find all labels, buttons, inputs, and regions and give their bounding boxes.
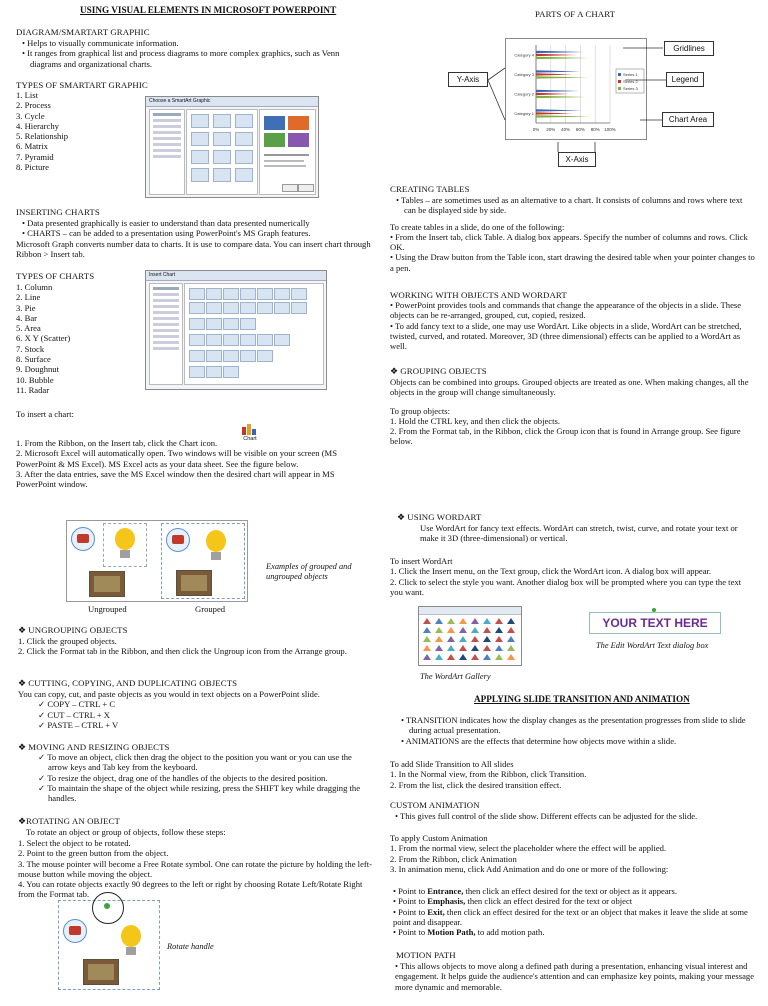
- insert-wordart-step: 2. Click to select the style you want. Another dialog box will be prompted where you can type the text you want.: [390, 576, 742, 597]
- working-item: • To add fancy text to a slide, one may use WordArt. Like objects in a slide, WordArt can be stretched, twisted, curved, and rotated. Moreover, 3D (three dimensional) effects can be applied to a WordArt as well.: [390, 320, 742, 352]
- smartart-heading: DIAGRAM/SMARTART GRAPHIC: [16, 27, 150, 37]
- wordart-style-swatch[interactable]: [471, 636, 479, 642]
- insert-step: 2. Microsoft Excel will automatically open. Two windows will be visible on your screen (MS PowerPoint & MS Excel). MS Excel acts as your data sheet. See the figure below.: [16, 448, 337, 469]
- x-tick-label: 100%: [604, 127, 616, 132]
- list-item: 5. Area: [16, 323, 41, 334]
- x-axis-callout: X-Axis: [558, 152, 596, 167]
- bulb-image: [111, 921, 151, 961]
- list-item: 4. Bar: [16, 312, 38, 323]
- bulb-image: [196, 526, 236, 566]
- point-prefix: • Point to: [393, 927, 428, 938]
- category-label: Category 4: [514, 52, 534, 58]
- wordart-style-swatch[interactable]: [507, 654, 515, 660]
- rotating-step: 3. The mouse pointer will become a Free Rotate symbol. One can rotate the picture by holding the left-mouse button while moving the object.: [18, 858, 372, 879]
- tables-bullet: • Tables – are sometimes used as an alternative to a chart. It consists of columns and rows where text can be displayed side by side.: [396, 195, 743, 216]
- x-tick-label: 0%: [532, 127, 540, 132]
- group-step: 2. From the Format tab, in the Ribbon, click the Group icon that is found in Arrange group. See figure below.: [390, 426, 741, 447]
- transition-item: • TRANSITION indicates how the display changes as the presentation progresses from slide to slide during actual presentation.: [401, 715, 746, 736]
- rotating-step: 1. Select the object to be rotated.: [18, 838, 131, 848]
- moving-items: [18, 752, 374, 803]
- list-item: 11. Radar: [16, 384, 50, 395]
- wordart-style-swatch[interactable]: [507, 618, 515, 624]
- smartart-bullets: [16, 38, 372, 69]
- legend-callout: Legend: [666, 72, 704, 87]
- list-item: 3. Cycle: [16, 110, 45, 121]
- smartart-bullet-1: • Helps to visually communicate information.: [22, 38, 179, 48]
- grouped-label: Grouped: [195, 604, 226, 614]
- point-prefix: • Point to: [393, 886, 428, 896]
- wordart-style-swatch[interactable]: [459, 654, 467, 660]
- wordart-text: Use WordArt for fancy text effects. WordArt can stretch, twist, curve, and rotate your text or make it 3D (three-dimensional) or vertical.: [420, 523, 738, 544]
- x-tick-label: 80%: [590, 127, 600, 132]
- list-item: 1. List: [16, 90, 38, 100]
- list-item: 3. Pie: [16, 302, 36, 313]
- chart-area-callout: Chart Area: [662, 112, 714, 127]
- seal-image: [71, 527, 95, 551]
- types-charts-list: [16, 282, 126, 395]
- money-image: [83, 959, 119, 985]
- ungrouped-label: Ungrouped: [88, 604, 127, 614]
- transition-items: [395, 715, 756, 746]
- category-label: Category 1: [514, 110, 534, 116]
- ungrouping-step: 2. Click the Format tab in the Ribbon, and then click the Ungroup icon from the Arrange group.: [18, 646, 347, 657]
- insert-chart-dialog-screenshot: [145, 270, 327, 390]
- types-smartart-heading: TYPES OF SMARTART GRAPHIC: [16, 80, 148, 90]
- wordart-style-swatch[interactable]: [423, 618, 431, 624]
- list-item: 1. Column: [16, 282, 53, 292]
- point-prefix: • Point to: [393, 896, 428, 907]
- wordart-style-swatch[interactable]: [471, 627, 479, 633]
- list-item: 10. Bubble: [16, 374, 54, 385]
- wordart-style-swatch[interactable]: [471, 618, 479, 624]
- wordart-style-swatch[interactable]: [435, 636, 443, 642]
- inserting-heading: INSERTING CHARTS: [16, 207, 100, 217]
- point-items: [393, 886, 756, 937]
- transition-item: • ANIMATIONS are the effects that determine how objects move within a slide.: [401, 735, 677, 746]
- wordart-style-swatch[interactable]: [447, 645, 455, 651]
- wordart-style-swatch[interactable]: [423, 645, 431, 651]
- tables-item: • From the Insert tab, click Table. A dialog box appears. Specify the number of columns and rows. Click OK.: [390, 231, 748, 253]
- cutting-text: You can copy, cut, and paste objects as you would in text objects on a PowerPoint slide.: [18, 689, 320, 699]
- custom-heading: CUSTOM ANIMATION: [390, 800, 480, 810]
- group-step: 1. Hold the CTRL key, and then click the objects.: [390, 415, 561, 426]
- insert-steps: [16, 438, 374, 489]
- list-item: 9. Doughnut: [16, 364, 59, 375]
- wordart-style-swatch[interactable]: [507, 636, 515, 642]
- tables-item: • Using the Draw button from the Table icon, start drawing the desired table when your pointer changes to a pen.: [390, 252, 755, 273]
- rotate-handle[interactable]: [652, 608, 656, 612]
- list-item: 7. Pyramid: [16, 151, 54, 162]
- moving-item: ✓ To resize the object, drag one of the handles of the objects to the desired position.: [38, 772, 328, 783]
- wordart-style-swatch[interactable]: [483, 636, 491, 642]
- gridlines-callout: Gridlines: [664, 41, 714, 56]
- list-item: 4. Hierarchy: [16, 120, 59, 131]
- tables-body: [390, 195, 756, 273]
- wordart-style-swatch[interactable]: [423, 636, 431, 642]
- insert-step: 1. From the Ribbon, on the Insert tab, click the Chart icon.: [16, 438, 218, 448]
- wordart-edit-box[interactable]: [589, 612, 721, 634]
- category-label: Category 2: [514, 91, 534, 97]
- cutting-heading: ❖ CUTTING, COPYING, AND DUPLICATING OBJECTS: [18, 678, 238, 688]
- wordart-style-swatch[interactable]: [483, 654, 491, 660]
- point-keyword: Motion Path,: [427, 927, 476, 938]
- rotating-intro: To rotate an object or group of objects, follow these steps:: [26, 827, 226, 837]
- motion-text: • This allows objects to move along a defined path during a presentation, enhancing visual interest and engagement. It helps guide the audience's attention and can emphasize key points, making your message more dynamic and memorable.: [395, 961, 755, 992]
- grouped-ungrouped-figure: [66, 520, 248, 602]
- money-image: [89, 571, 125, 597]
- smartart-bullet-2: • It ranges from graphical list and process diagrams to more complex graphics, such as Venn diagrams and organizational charts.: [22, 48, 340, 69]
- wordart-style-swatch[interactable]: [447, 618, 455, 624]
- wordart-style-swatch[interactable]: [471, 645, 479, 651]
- y-axis-callout: Y-Axis: [448, 72, 488, 87]
- point-keyword: Entrance,: [427, 886, 464, 896]
- legend-label: Series 2: [623, 79, 638, 84]
- inserting-body: [16, 218, 372, 259]
- wordart-style-swatch[interactable]: [459, 627, 467, 633]
- page-title: USING VISUAL ELEMENTS IN MICROSOFT POWERPOINT: [80, 5, 337, 15]
- rotate-caption: Rotate handle: [167, 942, 214, 951]
- edit-caption: The Edit WordArt Text dialog box: [596, 641, 709, 650]
- types-charts-heading: TYPES OF CHARTS: [16, 271, 95, 281]
- apply-custom: [390, 833, 756, 874]
- cutting-body: [18, 689, 374, 730]
- rotating-steps: [18, 838, 374, 900]
- wordart-style-swatch[interactable]: [459, 645, 467, 651]
- point-item: [393, 907, 756, 928]
- wordart-heading: ❖ USING WORDART: [397, 512, 482, 522]
- wordart-style-swatch[interactable]: [435, 654, 443, 660]
- apply-custom-step: 2. From the Ribbon, click Animation: [390, 853, 517, 864]
- smartart-category-list: [149, 109, 185, 195]
- apply-custom-step: 1. From the normal view, select the placeholder where the effect will be applied.: [390, 843, 667, 854]
- point-prefix: • Point to: [393, 906, 428, 917]
- working-item: • PowerPoint provides tools and commands that change the appearance of the objects in a slide. These objects can be re-arranged, grouped, cut, copied, resized.: [390, 300, 742, 321]
- inserting-bullet-2: • CHARTS – can be added to a presentation using PowerPoint's MS Graph features.: [22, 228, 311, 239]
- wordart-style-swatch[interactable]: [471, 654, 479, 660]
- point-text: then click an effect desired for the text or object: [465, 896, 633, 907]
- wordart-style-swatch[interactable]: [459, 618, 467, 624]
- wordart-style-swatch[interactable]: [447, 636, 455, 642]
- list-item: 2. Process: [16, 100, 51, 111]
- add-transition: [390, 759, 756, 790]
- wordart-style-swatch[interactable]: [435, 618, 443, 624]
- wordart-style-swatch[interactable]: [507, 627, 515, 633]
- legend-label: Series 1: [623, 72, 638, 77]
- list-item: 2. Line: [16, 292, 41, 303]
- list-item: 8. Picture: [16, 162, 49, 173]
- add-transition-step: 1. In the Normal view, from the Ribbon, click Transition.: [390, 769, 587, 780]
- custom-text: • This gives full control of the slide show. Different effects can be adjusted for the slide.: [395, 811, 698, 821]
- cutting-item: ✓ CUT – CTRL + X: [38, 709, 110, 720]
- point-text: then click an effect desired for the text or object as it appears.: [463, 886, 677, 896]
- insert-wordart: [390, 556, 756, 597]
- wordart-style-swatch[interactable]: [495, 636, 503, 642]
- seal-image: [166, 528, 190, 552]
- wordart-style-swatch[interactable]: [447, 627, 455, 633]
- rotate-handle[interactable]: [104, 903, 110, 909]
- smartart-dialog-screenshot: [145, 96, 319, 198]
- types-smartart-list: [16, 90, 126, 172]
- wordart-style-swatch[interactable]: [495, 645, 503, 651]
- wordart-style-swatch[interactable]: [483, 627, 491, 633]
- rotating-heading: ❖ROTATING AN OBJECT: [18, 816, 120, 826]
- point-keyword: Exit,: [427, 906, 445, 917]
- working-body: [390, 300, 756, 351]
- point-text: then click an effect desired for the text or an object that makes it leave the slide at some point and disappear.: [393, 906, 748, 927]
- working-heading: WORKING WITH OBJECTS AND WORDART: [390, 290, 567, 300]
- smartart-preview: [259, 109, 316, 195]
- list-item: 6. X Y (Scatter): [16, 333, 71, 344]
- wordart-style-grid[interactable]: [419, 615, 521, 665]
- rotating-step: 4. You can rotate objects exactly 90 degrees to the left or right by choosing Rotate Left/Rotate Right from the Format tab.: [18, 879, 363, 900]
- seal-image: [63, 919, 87, 943]
- wordart-style-swatch[interactable]: [435, 627, 443, 633]
- gallery-caption: The WordArt Gallery: [420, 672, 491, 681]
- wordart-style-swatch[interactable]: [507, 645, 515, 651]
- point-text: to add motion path.: [475, 927, 545, 938]
- wordart-style-swatch[interactable]: [423, 627, 431, 633]
- wordart-style-swatch[interactable]: [459, 636, 467, 642]
- grouping-heading: ❖ GROUPING OBJECTS: [390, 366, 487, 376]
- wordart-style-swatch[interactable]: [495, 627, 503, 633]
- parts-title: PARTS OF A CHART: [535, 9, 616, 19]
- wordart-style-swatch[interactable]: [447, 654, 455, 660]
- cutting-item: ✓ PASTE – CTRL + V: [38, 719, 119, 730]
- apply-custom-step: 3. In animation menu, click Add Animation and do one or more of the following:: [390, 863, 669, 874]
- wordart-style-swatch[interactable]: [495, 654, 503, 660]
- smartart-gallery: [186, 109, 258, 195]
- rotating-step: 2. Point to the green button from the object.: [18, 848, 169, 859]
- insert-wordart-step: 1. Click the Insert menu, on the Text group, click the WordArt icon. A dialog box will appear.: [390, 566, 712, 577]
- moving-heading: ❖ MOVING AND RESIZING OBJECTS: [18, 742, 170, 752]
- point-item: [393, 927, 756, 937]
- wordart-sample-text: YOUR TEXT HERE: [602, 616, 708, 630]
- group-intro: To group objects:: [390, 405, 451, 416]
- chart-dialog-title: Insert Chart: [146, 271, 326, 281]
- ungrouping-heading: ❖ UNGROUPING OBJECTS: [18, 625, 128, 635]
- wordart-style-swatch[interactable]: [495, 618, 503, 624]
- cutting-item: ✓ COPY – CTRL + C: [38, 699, 116, 710]
- chart-category-list: [149, 283, 183, 385]
- x-tick-label: 60%: [575, 127, 585, 132]
- moving-item: ✓ To maintain the shape of the object while resizing, press the SHIFT key while dragging the handles.: [38, 782, 361, 804]
- wordart-style-swatch[interactable]: [435, 645, 443, 651]
- insert-step: 3. After the data entries, save the MS Excel window then the desired chart will appear in MS PowerPoint window.: [16, 468, 335, 490]
- list-item: 7. Stock: [16, 343, 45, 354]
- smartart-dialog-title: Choose a SmartArt Graphic: [146, 97, 318, 107]
- motion-heading: MOTION PATH: [396, 950, 456, 960]
- apply-custom-heading: To apply Custom Animation: [390, 833, 488, 843]
- x-tick-label: 40%: [561, 127, 571, 132]
- chart-gallery: [184, 283, 324, 385]
- tables-intro: To create tables in a slide, do one of the following:: [390, 221, 565, 232]
- ungrouping-step: 1. Click the grouped objects.: [18, 636, 117, 646]
- category-label: Category 3: [514, 71, 534, 77]
- bulb-image: [103, 523, 147, 567]
- wordart-style-swatch[interactable]: [483, 618, 491, 624]
- list-item: 6. Matrix: [16, 141, 48, 152]
- legend-label: Series 3: [623, 86, 638, 91]
- grouping-body: [390, 377, 756, 447]
- list-item: 8. Surface: [16, 354, 51, 365]
- point-keyword: Emphasis,: [427, 896, 466, 907]
- wordart-gallery: [418, 606, 522, 666]
- insert-wordart-heading: To insert WordArt: [390, 556, 453, 566]
- inserting-bullet-1: • Data presented graphically is easier to understand than data presented numerically: [22, 218, 310, 228]
- grouped-frame: [161, 523, 245, 599]
- transition-heading: APPLYING SLIDE TRANSITION AND ANIMATION: [474, 694, 690, 704]
- point-item: [393, 886, 756, 896]
- x-tick-label: 20%: [546, 127, 556, 132]
- ungrouping-steps: [18, 636, 374, 657]
- money-image: [176, 570, 212, 596]
- point-item: [393, 896, 756, 906]
- grouped-caption: Examples of grouped and ungrouped objects: [266, 562, 352, 582]
- inserting-text: Microsoft Graph converts number data to charts. It is use to compare data. You can insert chart through Ribbon > Insert tab.: [16, 238, 371, 259]
- add-transition-step: 2. From the list, click the desired transition effect.: [390, 779, 562, 790]
- to-insert-chart: To insert a chart:: [16, 409, 74, 419]
- chart-icon-label: Chart: [243, 436, 257, 442]
- tables-heading: CREATING TABLES: [390, 184, 470, 194]
- wordart-style-swatch[interactable]: [423, 654, 431, 660]
- wordart-style-swatch[interactable]: [483, 645, 491, 651]
- add-transition-heading: To add Slide Transition to All slides: [390, 759, 514, 769]
- grouping-text: Objects can be combined into groups. Grouped objects are treated as one. When making changes, all the objects in the group will change simultaneously.: [390, 377, 749, 398]
- moving-item: ✓ To move an object, click then drag the object to the position you want or you can use the arrow keys and Tab key from the keyboard.: [38, 752, 352, 773]
- list-item: 5. Relationship: [16, 131, 69, 142]
